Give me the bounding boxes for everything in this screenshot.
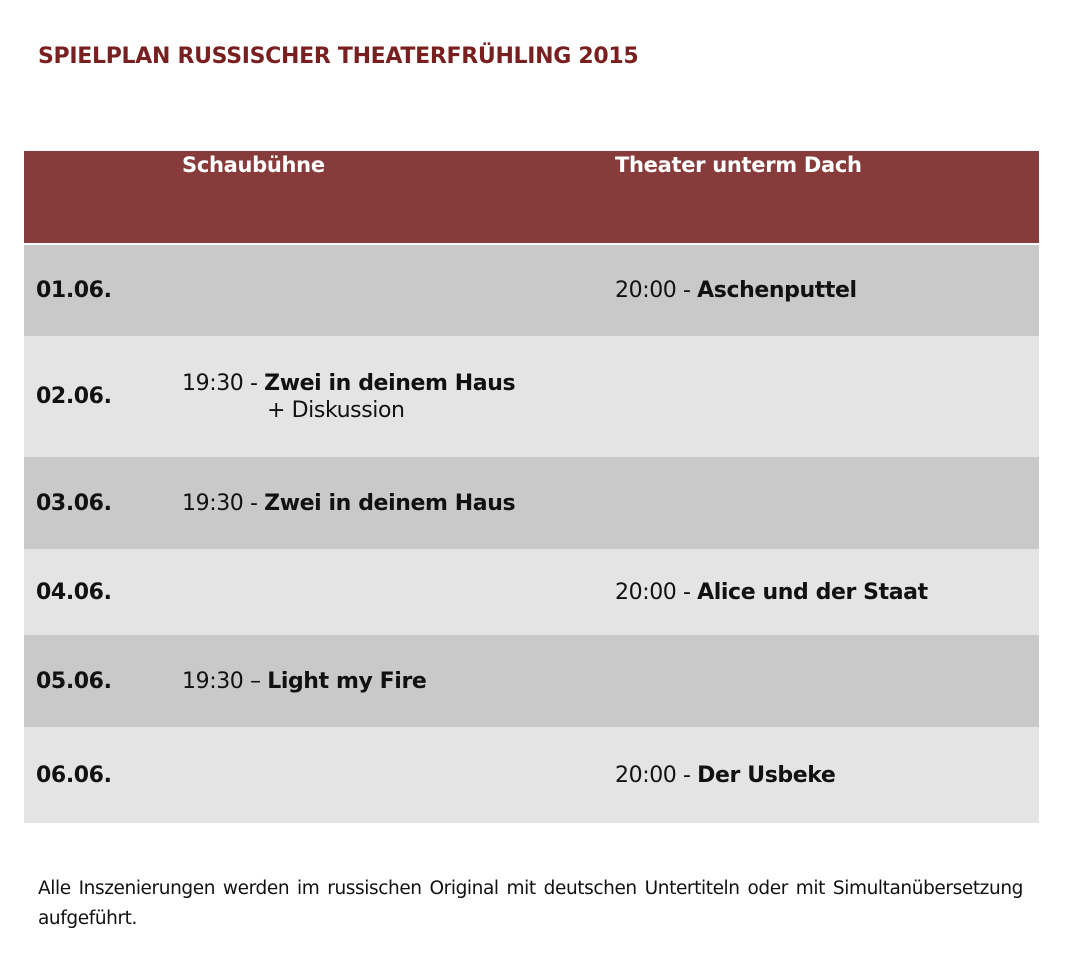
page-title: SPIELPLAN RUSSISCHER THEATERFRÜHLING 2015 xyxy=(38,44,639,69)
column-header-date xyxy=(24,151,170,244)
time-separator: - xyxy=(676,278,698,303)
show-time: 19:30 xyxy=(182,490,244,516)
show-time: 20:00 xyxy=(615,762,677,788)
theater-unterm-dach-cell xyxy=(603,457,1039,549)
show-title: Zwei in deinem Haus xyxy=(264,370,516,396)
show-time: 19:30 xyxy=(182,370,244,396)
time-separator: - xyxy=(243,370,265,396)
schaubuehne-cell xyxy=(170,244,603,336)
table-row xyxy=(24,244,1039,336)
time-separator: - xyxy=(243,490,265,516)
show-title: Der Usbeke xyxy=(697,762,836,788)
show-title: Aschenputtel xyxy=(697,278,857,303)
schaubuehne-cell xyxy=(170,336,603,457)
schaubuehne-cell xyxy=(170,549,603,635)
schaubuehne-cell xyxy=(170,727,603,823)
date-cell: 04.06. xyxy=(36,579,112,605)
show-time: 20:00 xyxy=(615,278,677,303)
footnote: Alle Inszenierungen werden im russischen Original mit deutschen Untertiteln oder mit Simultanübersetzung aufgeführt. xyxy=(38,878,1023,929)
show-time: 20:00 xyxy=(615,579,677,605)
column-header-theater-unterm-dach: Theater unterm Dach xyxy=(615,153,862,177)
time-separator: - xyxy=(676,579,698,605)
schedule-table xyxy=(24,151,1039,823)
date-cell: 02.06. xyxy=(36,384,112,409)
date-cell: 01.06. xyxy=(36,278,112,303)
theater-unterm-dach-cell xyxy=(603,727,1039,823)
show-title: Zwei in deinem Haus xyxy=(264,490,516,516)
date-cell: 05.06. xyxy=(36,668,112,694)
table-row xyxy=(24,635,1039,727)
show-time: 19:30 xyxy=(182,668,244,694)
date-cell: 03.06. xyxy=(36,490,112,516)
theater-unterm-dach-cell xyxy=(603,336,1039,457)
date-cell: 06.06. xyxy=(36,762,112,788)
table-row xyxy=(24,727,1039,823)
time-separator: - xyxy=(676,762,698,788)
table-header-row xyxy=(24,151,1039,244)
show-title: Alice und der Staat xyxy=(697,579,928,605)
schaubuehne-cell xyxy=(170,457,603,549)
table-row xyxy=(24,457,1039,549)
theater-unterm-dach-cell xyxy=(603,549,1039,635)
theater-unterm-dach-cell xyxy=(603,244,1039,336)
show-title: Light my Fire xyxy=(267,668,427,694)
show-extra-note: + Diskussion xyxy=(267,397,405,423)
column-header-schaubuehne: Schaubühne xyxy=(182,153,325,177)
schaubuehne-cell xyxy=(170,635,603,727)
time-separator: – xyxy=(243,668,268,694)
table-row xyxy=(24,336,1039,457)
theater-unterm-dach-cell xyxy=(603,635,1039,727)
table-row xyxy=(24,549,1039,635)
